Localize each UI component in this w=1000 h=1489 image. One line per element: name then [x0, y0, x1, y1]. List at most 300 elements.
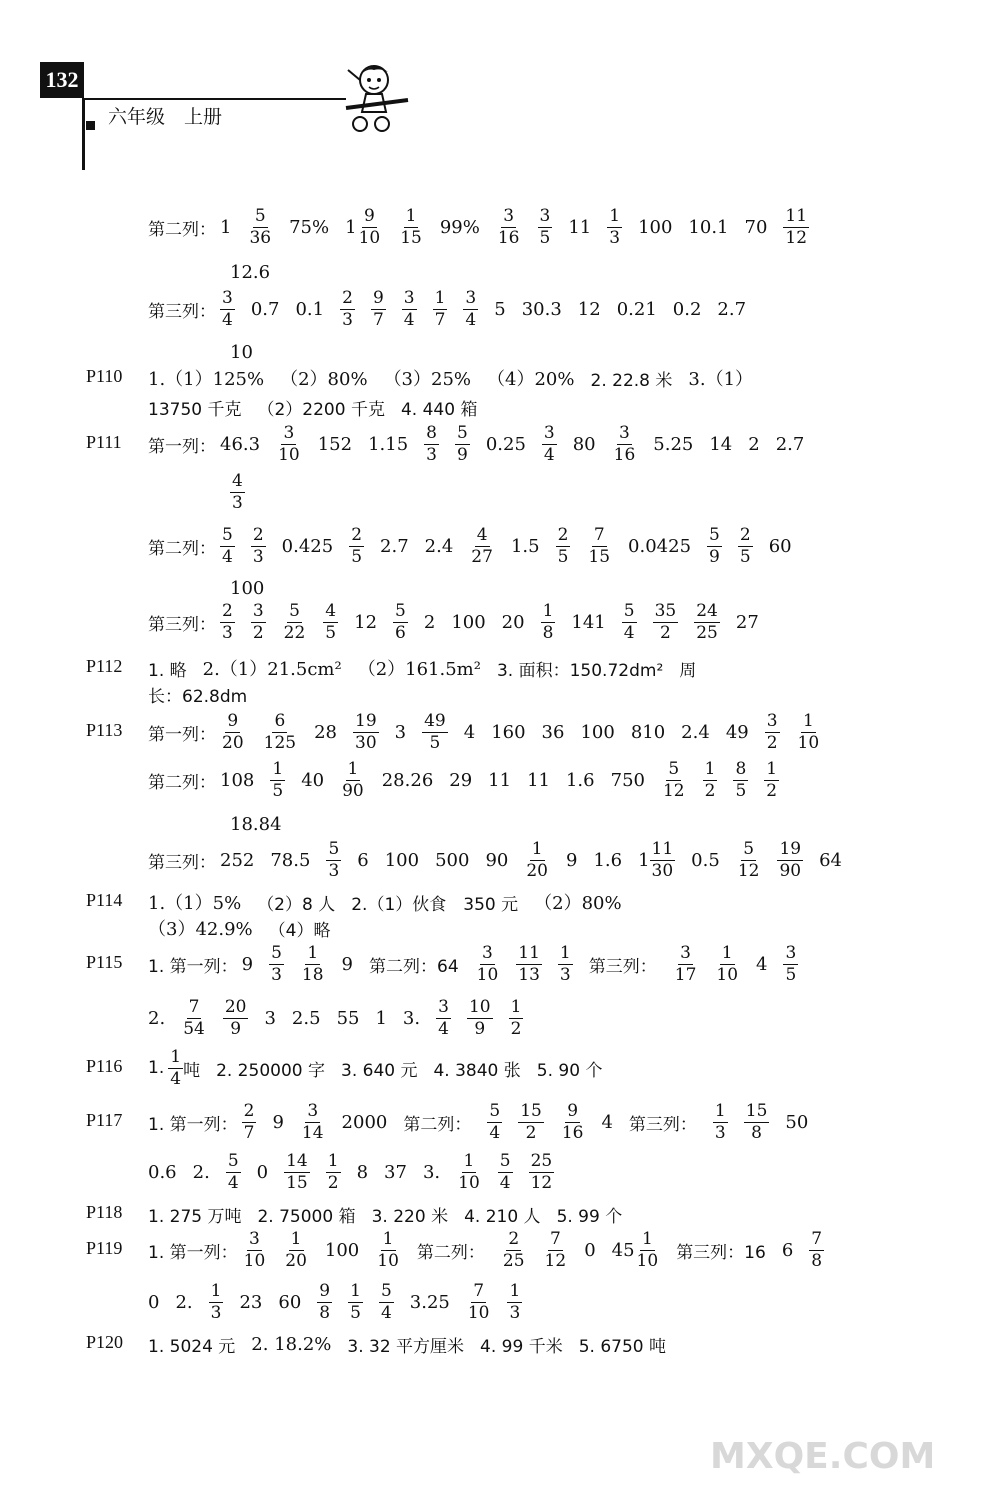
fraction — [284, 1151, 310, 1194]
fraction — [282, 601, 308, 644]
numerator: 1 — [509, 1280, 521, 1301]
answer-row-continued — [148, 996, 539, 1040]
answer-value: 2.7 — [717, 298, 747, 320]
fraction — [300, 943, 326, 986]
answer-value: 1.6 — [565, 769, 595, 791]
fraction — [475, 943, 501, 986]
numerator: 9 — [227, 710, 239, 731]
denominator: 6 — [395, 622, 406, 643]
fraction — [809, 1229, 824, 1272]
fraction — [542, 423, 557, 466]
answer-value: 1 — [220, 216, 232, 238]
answer-value: 10.1 — [688, 216, 729, 238]
fraction — [529, 1151, 555, 1194]
denominator: 2 — [510, 1018, 522, 1039]
denominator: 4 — [465, 309, 477, 330]
numerator: 3 — [539, 205, 551, 226]
answer-value: 1. 5024 元 — [148, 1336, 236, 1357]
numerator: 3 — [680, 942, 691, 963]
answer-value: 2. 75000 箱 — [257, 1206, 356, 1227]
answer-value: 99% — [439, 216, 480, 238]
fraction — [242, 1229, 268, 1272]
answer-value: 3. — [422, 1161, 441, 1183]
numerator: 2 — [557, 524, 569, 545]
page-ref-label: P118 — [86, 1202, 123, 1222]
denominator: 5 — [539, 227, 551, 248]
page-ref-label: P114 — [86, 890, 123, 910]
column-label: 1. 第一列： — [148, 1114, 238, 1135]
numerator: 1 — [290, 1228, 302, 1249]
fraction — [340, 288, 355, 331]
numerator: 5 — [668, 758, 680, 779]
fraction — [456, 1151, 482, 1194]
answer-value: 11 — [568, 216, 592, 238]
numerator: 9 — [372, 287, 384, 308]
numerator: 1 — [210, 1280, 222, 1301]
fraction — [622, 601, 637, 644]
numerator: 3 — [438, 996, 449, 1017]
denominator: 13 — [518, 964, 540, 985]
answer-value: 750 — [610, 769, 645, 791]
fraction — [226, 1151, 241, 1194]
answer-value: 100 — [638, 216, 673, 238]
fraction — [251, 525, 266, 568]
column-label: 第三列： — [148, 614, 216, 635]
fraction — [251, 601, 266, 644]
numerator: 1 — [609, 205, 621, 226]
answer-row — [148, 205, 825, 249]
denominator: 10 — [797, 732, 820, 753]
denominator: 20 — [285, 1250, 307, 1271]
answer-value: 80 — [572, 433, 596, 455]
watermark-logo — [700, 1420, 990, 1480]
fraction — [796, 711, 822, 754]
denominator: 3 — [328, 860, 340, 881]
denominator: 2 — [327, 1172, 339, 1193]
answer-value: 4. 99 千米 — [480, 1336, 563, 1357]
numerator: 7 — [593, 524, 605, 545]
fraction — [348, 1281, 363, 1324]
answer-value: （2）80% — [280, 369, 368, 390]
answer-value: （3）42.9% — [148, 919, 253, 940]
answer-value: 9 — [241, 953, 254, 975]
numerator: 1 — [434, 287, 446, 308]
fraction — [783, 206, 809, 249]
denominator: 9 — [709, 546, 720, 567]
fraction — [270, 759, 285, 802]
numerator: 11 — [518, 942, 540, 963]
answer-row — [148, 1100, 824, 1144]
denominator: 36 — [249, 227, 272, 248]
fraction — [223, 997, 249, 1040]
fraction — [516, 943, 542, 986]
numerator: 2 — [252, 524, 264, 545]
fraction — [242, 1101, 257, 1144]
denominator: 4 — [227, 1172, 239, 1193]
numerator: 3 — [619, 422, 630, 443]
column-label: 第一列： — [148, 724, 216, 745]
fraction — [181, 997, 207, 1040]
answer-value: （2）8 人 — [257, 894, 336, 915]
numerator: 2 — [243, 1100, 255, 1121]
answer-value: 12 — [577, 298, 601, 320]
denominator: 5 — [429, 732, 441, 753]
answer-value: 3. 32 平方厘米 — [347, 1336, 465, 1357]
fraction — [783, 943, 798, 986]
denominator: 5 — [735, 780, 747, 801]
column-label: 1. — [148, 1058, 165, 1078]
denominator: 2 — [252, 622, 264, 643]
denominator: 5 — [739, 546, 751, 567]
fraction — [496, 206, 522, 249]
denominator: 3 — [714, 1122, 726, 1143]
answer-value: 2.（1）伙食 350 元 — [351, 894, 519, 915]
numerator: 1 — [559, 942, 571, 963]
fraction — [402, 288, 417, 331]
answer-value: 0.5 — [691, 849, 720, 871]
fraction — [220, 525, 235, 568]
denominator: 12 — [662, 780, 685, 801]
numerator: 6 — [274, 710, 286, 731]
answer-value: 第三列： — [628, 1114, 697, 1135]
fraction — [424, 423, 439, 466]
denominator: 4 — [403, 309, 415, 330]
denominator: 3 — [509, 1302, 521, 1323]
whole-part: 1 — [638, 849, 650, 871]
numerator: 49 — [424, 710, 446, 731]
denominator: 15 — [588, 546, 611, 567]
fraction — [469, 525, 495, 568]
numerator: 2 — [739, 524, 751, 545]
answer-value: 100 — [324, 1239, 360, 1261]
answer-value: 1.6 — [593, 849, 623, 871]
fraction — [220, 711, 246, 754]
answer-value: 4. 210 人 — [464, 1206, 541, 1227]
fraction — [220, 288, 235, 331]
answer-value: 6 — [357, 849, 369, 871]
answer-value: 2000 — [341, 1111, 388, 1133]
column-label: 1. 第一列： — [148, 956, 238, 977]
answer-value: 14 — [709, 433, 733, 455]
page-ref-label: P115 — [86, 952, 123, 972]
answer-value: 周 — [679, 660, 697, 681]
answer-row — [148, 710, 837, 754]
fraction — [349, 525, 364, 568]
cartoon-boy-icon — [330, 60, 410, 136]
answer-value: 3. — [402, 1007, 421, 1029]
denominator: 17 — [674, 964, 697, 985]
fraction — [269, 943, 284, 986]
denominator: 5 — [272, 780, 284, 801]
answer-value: 18.84 — [230, 813, 282, 835]
fraction — [371, 288, 386, 331]
answer-value: （2）80% — [534, 893, 622, 914]
answer-row — [148, 942, 814, 986]
answer-value: 0 — [148, 1291, 160, 1313]
page-ref-label: P119 — [86, 1238, 123, 1258]
denominator: 3 — [559, 964, 571, 985]
answer-value: 11 — [488, 769, 512, 791]
numerator: 7 — [188, 996, 200, 1017]
numerator: 5 — [489, 1100, 501, 1121]
numerator: 1 — [510, 996, 522, 1017]
answer-value: 2.（1）21.5cm² — [202, 659, 342, 680]
denominator: 5 — [557, 546, 569, 567]
fraction — [524, 839, 550, 882]
header-rule — [84, 98, 346, 100]
answer-value: 2.4 — [424, 535, 454, 557]
answer-value: 2. 250000 字 — [216, 1060, 325, 1081]
denominator: 25 — [696, 622, 718, 643]
fraction — [326, 839, 341, 882]
answer-value: 27 — [735, 611, 759, 633]
answer-row — [148, 422, 820, 466]
column-label: 第二列： — [148, 772, 216, 793]
answer-value: 29 — [449, 769, 473, 791]
answer-value: 13750 千克 — [148, 399, 242, 420]
header-side-rule — [82, 98, 85, 170]
numerator: 3 — [785, 942, 797, 963]
numerator: 3 — [403, 287, 415, 308]
numerator: 1 — [350, 1280, 361, 1301]
numerator: 1 — [531, 838, 543, 859]
fraction — [398, 206, 424, 249]
denominator: 4 — [543, 444, 555, 465]
answer-value: 11 — [527, 769, 550, 791]
answer-value: 3 — [394, 721, 407, 743]
answer-value: 100 — [451, 611, 486, 633]
answer-value: 第二列：64 — [369, 956, 459, 977]
numerator: 1 — [382, 1228, 394, 1249]
denominator: 16 — [561, 1122, 584, 1143]
fraction — [586, 525, 612, 568]
fraction — [317, 1281, 332, 1324]
answer-value: 9 — [272, 1111, 284, 1133]
numerator: 5 — [271, 942, 282, 963]
numerator: 5 — [222, 524, 233, 545]
denominator: 4 — [438, 1018, 449, 1039]
answer-row-continued — [230, 470, 261, 514]
denominator: 10 — [467, 1302, 490, 1323]
mixed-number — [612, 1229, 661, 1272]
answer-value: 108 — [220, 769, 255, 791]
answer-value: 2. — [192, 1161, 210, 1183]
fraction — [714, 943, 740, 986]
answer-value: 55 — [336, 1007, 360, 1029]
answer-value: 1. 275 万吨 — [148, 1206, 242, 1227]
answer-value: 2. 18.2% — [251, 1333, 332, 1355]
denominator: 5 — [350, 1302, 361, 1323]
answer-row — [148, 1046, 618, 1090]
answer-value: 5 — [494, 298, 506, 320]
fraction — [393, 601, 408, 644]
fraction — [538, 206, 553, 249]
numerator: 5 — [380, 1280, 392, 1301]
column-label: 第三列： — [148, 301, 216, 322]
denominator: 3 — [609, 227, 621, 248]
numerator: 3 — [503, 205, 515, 226]
answer-value: 4 — [601, 1111, 613, 1133]
page-ref-label: P112 — [86, 656, 123, 676]
denominator: 3 — [252, 546, 264, 567]
denominator: 2 — [525, 1122, 537, 1143]
fraction — [340, 759, 366, 802]
fraction — [556, 525, 571, 568]
denominator: 8 — [319, 1302, 331, 1323]
numerator: 1 — [170, 1046, 182, 1067]
denominator: 10 — [358, 227, 381, 248]
answer-value: 第二列： — [403, 1114, 472, 1135]
answer-value: 3 — [264, 1007, 276, 1029]
answer-value: 0.21 — [616, 298, 657, 320]
fraction — [765, 711, 780, 754]
answer-value: 36 — [541, 721, 565, 743]
denominator: 4 — [623, 622, 635, 643]
denominator: 12 — [530, 1172, 553, 1193]
answer-value: 0.25 — [485, 433, 526, 455]
denominator: 10 — [458, 1172, 480, 1193]
answer-value: 90 — [485, 849, 509, 871]
answer-value: 5. 99 个 — [556, 1206, 623, 1227]
numerator: 1 — [307, 942, 319, 963]
fraction — [379, 1281, 394, 1324]
denominator: 30 — [651, 860, 674, 881]
fraction — [276, 423, 302, 466]
answer-value: 1 — [375, 1007, 387, 1029]
denominator: 4 — [499, 1172, 511, 1193]
denominator: 10 — [377, 1250, 399, 1271]
numerator: 4 — [476, 524, 488, 545]
denominator: 4 — [489, 1122, 501, 1143]
fraction — [744, 1101, 770, 1144]
denominator: 8 — [751, 1122, 762, 1143]
fraction — [713, 1101, 728, 1144]
numerator: 25 — [530, 1150, 553, 1171]
answer-value: 长：62.8dm — [148, 686, 248, 707]
column-label: 第二列： — [148, 219, 216, 240]
answer-value: 49 — [725, 721, 749, 743]
page-ref-label: P110 — [86, 366, 123, 386]
answer-value: （3）25% — [383, 369, 472, 390]
numerator: 3 — [766, 710, 778, 731]
answer-value: 152 — [317, 433, 353, 455]
numerator: 1 — [704, 758, 716, 779]
fraction — [353, 711, 379, 754]
denominator: 3 — [426, 444, 437, 465]
denominator: 2 — [766, 780, 778, 801]
fraction — [501, 1229, 527, 1272]
answer-value: （4）20% — [487, 369, 575, 390]
denominator: 7 — [243, 1122, 255, 1143]
numerator: 3 — [307, 1100, 319, 1121]
answer-value: 0.6 — [148, 1161, 177, 1183]
answer-value: 141 — [571, 611, 606, 633]
fraction — [653, 601, 679, 644]
denominator: 4 — [380, 1302, 392, 1323]
fraction — [736, 839, 762, 882]
answer-value: 2.7 — [775, 433, 805, 455]
numerator: 2 — [508, 1228, 520, 1249]
numerator: 1 — [542, 600, 554, 621]
fraction — [518, 1101, 544, 1144]
numerator: 1 — [327, 1150, 339, 1171]
numerator: 15 — [745, 1100, 768, 1121]
numerator: 3 — [222, 287, 233, 308]
page-number: 132 — [40, 62, 84, 98]
denominator: 9 — [474, 1018, 486, 1039]
page-ref-label: P116 — [86, 1056, 123, 1076]
answer-value: 3.25 — [409, 1291, 450, 1313]
denominator: 10 — [476, 964, 499, 985]
answer-value: 4 — [463, 721, 476, 743]
denominator: 54 — [183, 1018, 205, 1039]
numerator: 5 — [499, 1150, 511, 1171]
fraction — [323, 601, 338, 644]
numerator: 5 — [456, 422, 468, 443]
answer-value: 23 — [239, 1291, 263, 1313]
answer-value: 100 — [580, 721, 615, 743]
answer-value: 0.0425 — [628, 535, 692, 557]
numerator: 14 — [286, 1150, 308, 1171]
answer-value: 2 — [748, 433, 760, 455]
answer-value: 2.5 — [291, 1007, 321, 1029]
numerator: 1 — [272, 758, 284, 779]
denominator: 27 — [471, 546, 493, 567]
answer-value: 6 — [781, 1239, 794, 1261]
page-ref-label: P113 — [86, 720, 123, 740]
answer-value: 40 — [301, 769, 325, 791]
fraction — [436, 997, 451, 1040]
fraction — [541, 601, 556, 644]
page-ref-label: P120 — [86, 1332, 124, 1352]
denominator: 18 — [301, 964, 324, 985]
answer-row — [148, 1322, 682, 1366]
fraction — [607, 206, 622, 249]
whole-part: 45 — [611, 1239, 635, 1261]
answer-value: 9 — [565, 849, 578, 871]
fraction — [673, 943, 699, 986]
numerator: 1 — [347, 758, 359, 779]
numerator: 35 — [654, 600, 677, 621]
watermark-text: MXQE.COM — [710, 1436, 936, 1477]
answer-value: 10 — [230, 341, 253, 363]
numerator: 9 — [363, 205, 375, 226]
denominator: 4 — [222, 309, 233, 330]
denominator: 15 — [400, 227, 422, 248]
answer-value: 12 — [354, 611, 378, 633]
answer-row — [148, 1228, 840, 1272]
numerator: 24 — [696, 600, 718, 621]
numerator: 5 — [254, 205, 266, 226]
denominator: 5 — [785, 964, 797, 985]
answer-value: 60 — [278, 1291, 302, 1313]
denominator: 3 — [271, 964, 282, 985]
denominator: 3 — [342, 309, 353, 330]
answer-value: 0 — [584, 1239, 596, 1261]
answer-value: 4. 3840 张 — [433, 1060, 521, 1081]
numerator: 1 — [405, 205, 417, 226]
page-ref-label: P117 — [86, 1110, 123, 1130]
fraction — [487, 1101, 502, 1144]
numerator: 8 — [735, 758, 747, 779]
denominator: 4 — [222, 546, 233, 567]
denominator: 10 — [243, 1250, 266, 1271]
header-square-icon — [86, 121, 95, 130]
answer-value: 100 — [230, 577, 265, 599]
numerator: 1 — [714, 1100, 726, 1121]
answer-row — [148, 600, 775, 644]
fraction — [375, 1229, 401, 1272]
